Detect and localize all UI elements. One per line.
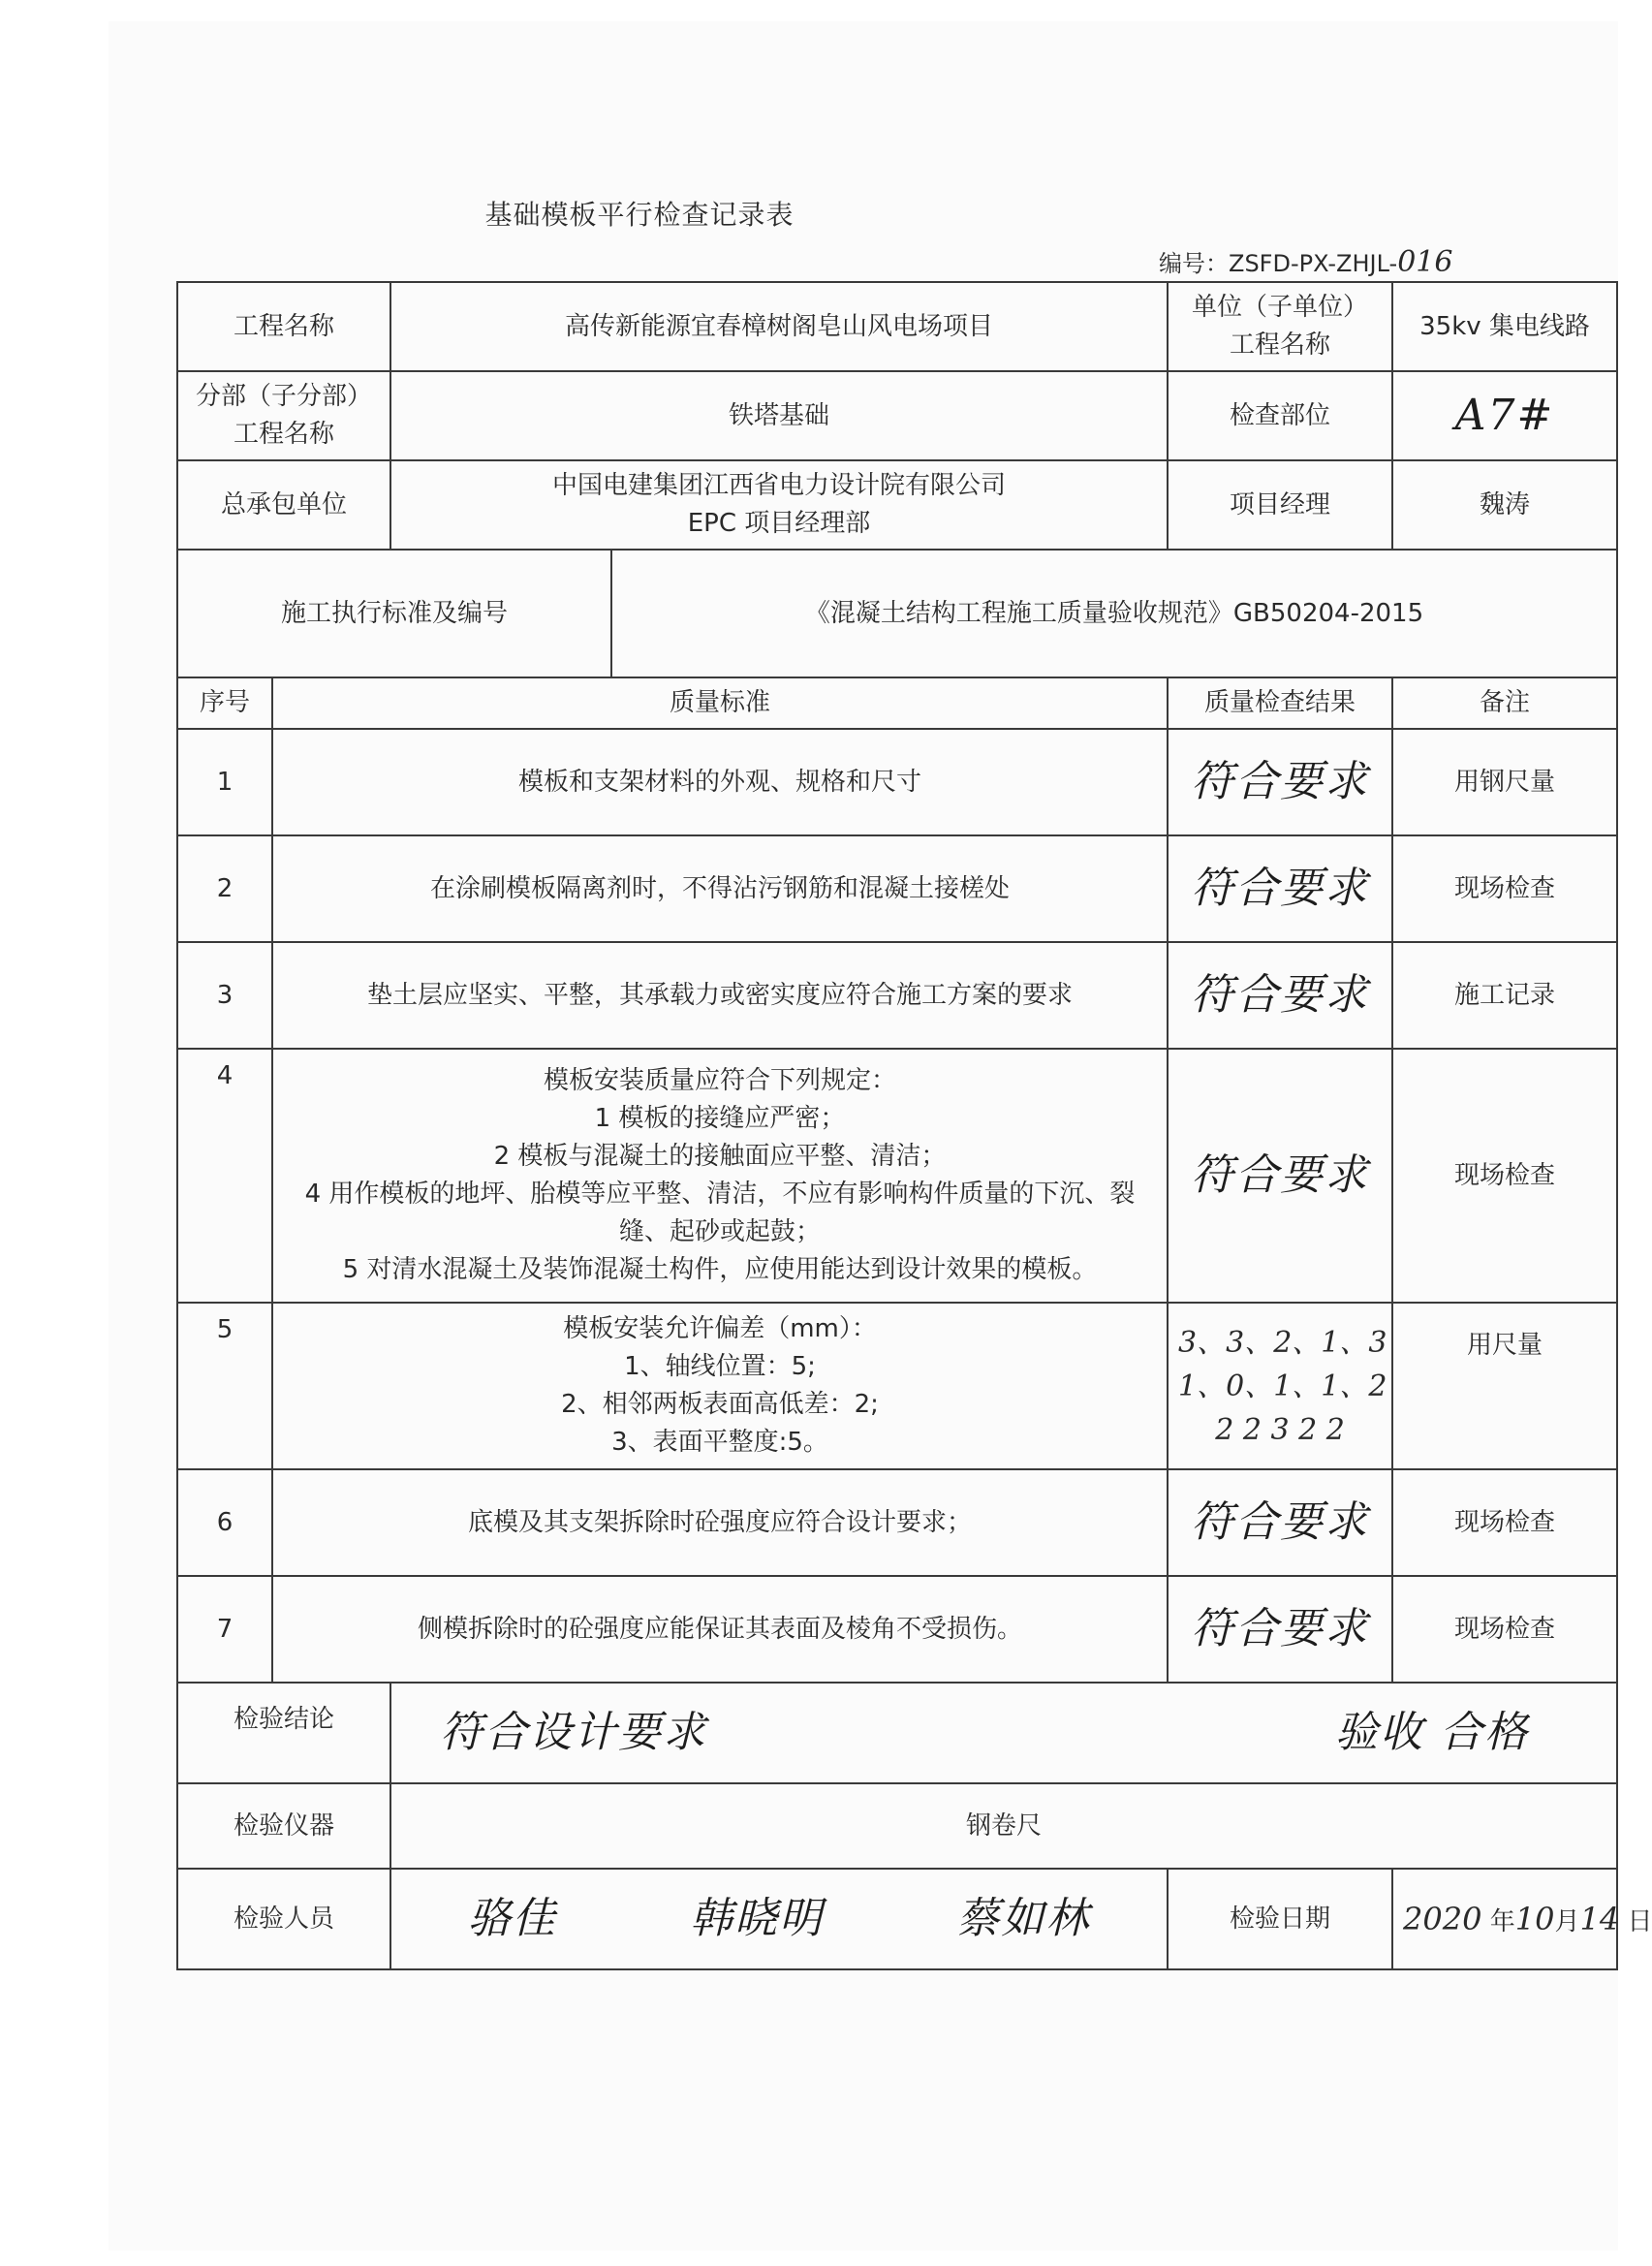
- row-standard: [272, 942, 1168, 1049]
- conclusion-value: [390, 1683, 1617, 1783]
- table-row: [177, 1049, 1617, 1303]
- inspection-table: [176, 281, 1652, 1970]
- table-row: [177, 1576, 1617, 1683]
- row-standard-line: 模板安装质量应符合下列规定：: [544, 1066, 897, 1095]
- header-row-standard: [177, 550, 1617, 677]
- row-result: [1168, 1576, 1392, 1683]
- date-value: [1392, 1869, 1652, 1969]
- contractor-value-line-2: EPC 项目经理部: [687, 509, 871, 538]
- subdivision-value: 铁塔基础: [390, 371, 1168, 460]
- project-label: 工程名称: [177, 282, 390, 371]
- row-result: [1168, 729, 1392, 835]
- row-remark: 用钢尺量: [1392, 729, 1617, 835]
- conclusion-handwriting-1: 符合设计要求: [440, 1708, 708, 1757]
- row-no: 3: [177, 942, 272, 1049]
- conclusion-handwriting-2: 验收 合格: [1335, 1708, 1530, 1757]
- row-result: [1168, 1469, 1392, 1576]
- row-result: [1168, 835, 1392, 942]
- row-result-measure-line: 2 2 3 2 2: [1215, 1412, 1345, 1447]
- form-title: 基础模板平行检查记录表: [484, 199, 795, 231]
- row-result: [1168, 1303, 1392, 1469]
- row-standard: [272, 835, 1168, 942]
- form-code-prefix: 编号：ZSFD-PX-ZHJL-: [1159, 250, 1398, 277]
- contractor-value-line-1: 中国电建集团江西省电力设计院有限公司: [552, 471, 1007, 500]
- inspector-signature: 骆佳: [467, 1894, 557, 1943]
- row-remark: 现场检查: [1392, 1576, 1617, 1683]
- unit-label-line-2: 工程名称: [1230, 330, 1331, 360]
- subdivision-label-line-1: 分部（子分部）: [196, 382, 373, 411]
- row-standard-line: 模板安装允许偏差（mm）：: [563, 1314, 877, 1343]
- manager-value: 魏涛: [1392, 460, 1617, 550]
- row-no: 5: [177, 1303, 272, 1469]
- header-row-contractor: [177, 460, 1617, 550]
- unit-value: 35kv 集电线路: [1392, 282, 1617, 371]
- row-standard-line: 2、相邻两板表面高低差：2;: [561, 1390, 879, 1419]
- instrument-label: 检验仪器: [177, 1783, 390, 1869]
- row-no: 2: [177, 835, 272, 942]
- subdivision-label-line-2: 工程名称: [234, 420, 335, 449]
- inspector-signature-group: [401, 1887, 1157, 1951]
- footer-row-conclusion: [177, 1683, 1617, 1783]
- row-standard-line: 侧模拆除时的砼强度应能保证其表面及棱角不受损伤。: [418, 1614, 1023, 1644]
- row-standard-line: 1、轴线位置：5;: [624, 1352, 816, 1381]
- inspector-label: 检验人员: [177, 1869, 390, 1969]
- row-result-handwriting: 符合要求: [1191, 1497, 1370, 1547]
- table-row: [177, 1303, 1617, 1469]
- manager-label: 项目经理: [1168, 460, 1392, 550]
- inspector-signature: 蔡如林: [956, 1894, 1091, 1943]
- location-value: [1392, 371, 1617, 460]
- row-no: 7: [177, 1576, 272, 1683]
- row-standard-line: 底模及其支架拆除时砼强度应符合设计要求；: [468, 1507, 973, 1537]
- row-standard: [272, 1303, 1168, 1469]
- table-row: [177, 942, 1617, 1049]
- footer-row-inspectors: [177, 1869, 1617, 1969]
- row-result-measure-line: 1、0、1、1、2: [1178, 1369, 1387, 1403]
- date-month: 10: [1514, 1901, 1555, 1937]
- project-value: 高传新能源宜春樟树阁皂山风电场项目: [390, 282, 1168, 371]
- row-standard-line: 2 模板与混凝土的接触面应平整、清洁；: [493, 1142, 947, 1171]
- subdivision-label: [177, 371, 390, 460]
- row-standard: [272, 1576, 1168, 1683]
- row-standard-line: 4 用作模板的地坪、胎模等应平整、清洁，不应有影响构件质量的下沉、裂缝、起砂或起鼓；: [304, 1180, 1136, 1246]
- date-day: 14: [1579, 1901, 1620, 1937]
- footer-row-instrument: [177, 1783, 1617, 1869]
- row-standard-line: 3、表面平整度:5。: [611, 1428, 828, 1457]
- unit-label-line-1: 单位（子单位）: [1192, 293, 1369, 322]
- row-result: [1168, 1049, 1392, 1303]
- table-row: [177, 729, 1617, 835]
- unit-label: [1168, 282, 1392, 371]
- column-header-row: [177, 677, 1617, 729]
- row-result-handwriting: 符合要求: [1191, 1604, 1370, 1653]
- row-no: 4: [177, 1049, 272, 1303]
- conclusion-label: 检验结论: [177, 1683, 390, 1783]
- row-standard-line: 1 模板的接缝应严密；: [594, 1104, 846, 1133]
- date-month-suffix: 月: [1554, 1907, 1580, 1936]
- row-standard-line: 模板和支架材料的外观、规格和尺寸: [518, 767, 922, 797]
- row-standard-line: 垫土层应坚实、平整，其承载力或密实度应符合施工方案的要求: [367, 980, 1074, 1010]
- inspector-signature: 韩晓明: [690, 1894, 824, 1943]
- row-standard: [272, 1469, 1168, 1576]
- row-standard-line: 在涂刷模板隔离剂时，不得沾污钢筋和混凝土接槎处: [430, 873, 1011, 903]
- header-row-subdivision: [177, 371, 1617, 460]
- col-result-header: 质量检查结果: [1168, 677, 1392, 729]
- instrument-value: 钢卷尺: [390, 1783, 1617, 1869]
- date-year: 2020: [1403, 1901, 1482, 1937]
- row-remark: 用尺量: [1392, 1303, 1617, 1469]
- row-standard: [272, 729, 1168, 835]
- date-day-suffix: 日: [1627, 1907, 1652, 1936]
- row-remark: 现场检查: [1392, 1049, 1617, 1303]
- row-result-handwriting: 符合要求: [1191, 970, 1370, 1020]
- form-code-number: 016: [1397, 245, 1453, 279]
- row-result-handwriting: 符合要求: [1191, 757, 1370, 806]
- row-result: [1168, 942, 1392, 1049]
- row-standard: [272, 1049, 1168, 1303]
- form-code: [1159, 244, 1452, 279]
- location-label: 检查部位: [1168, 371, 1392, 460]
- conclusion-handwriting-group: [401, 1701, 1606, 1765]
- table-row: [177, 1469, 1617, 1576]
- row-no: 6: [177, 1469, 272, 1576]
- header-row-project: [177, 282, 1617, 371]
- row-no: 1: [177, 729, 272, 835]
- standard-label: 施工执行标准及编号: [177, 550, 611, 677]
- row-result-measure-line: 3、3、2、1、3: [1178, 1325, 1387, 1360]
- standard-value: 《混凝土结构工程施工质量验收规范》GB50204-2015: [611, 550, 1617, 677]
- row-result-handwriting: 符合要求: [1191, 1150, 1370, 1200]
- date-label: 检验日期: [1168, 1869, 1392, 1969]
- col-standard-header: 质量标准: [272, 677, 1168, 729]
- inspector-signatures: [390, 1869, 1168, 1969]
- col-remark-header: 备注: [1392, 677, 1617, 729]
- contractor-label: 总承包单位: [177, 460, 390, 550]
- table-row: [177, 835, 1617, 942]
- row-standard-line: 5 对清水混凝土及装饰混凝土构件，应使用能达到设计效果的模板。: [342, 1255, 1098, 1284]
- col-no-header: 序号: [177, 677, 272, 729]
- row-remark: 现场检查: [1392, 835, 1617, 942]
- contractor-value: [390, 460, 1168, 550]
- row-remark: 施工记录: [1392, 942, 1617, 1049]
- row-remark: 现场检查: [1392, 1469, 1617, 1576]
- row-result-handwriting: 符合要求: [1191, 864, 1370, 913]
- date-year-suffix: 年: [1489, 1907, 1515, 1936]
- location-handwriting: A7#: [1454, 391, 1555, 440]
